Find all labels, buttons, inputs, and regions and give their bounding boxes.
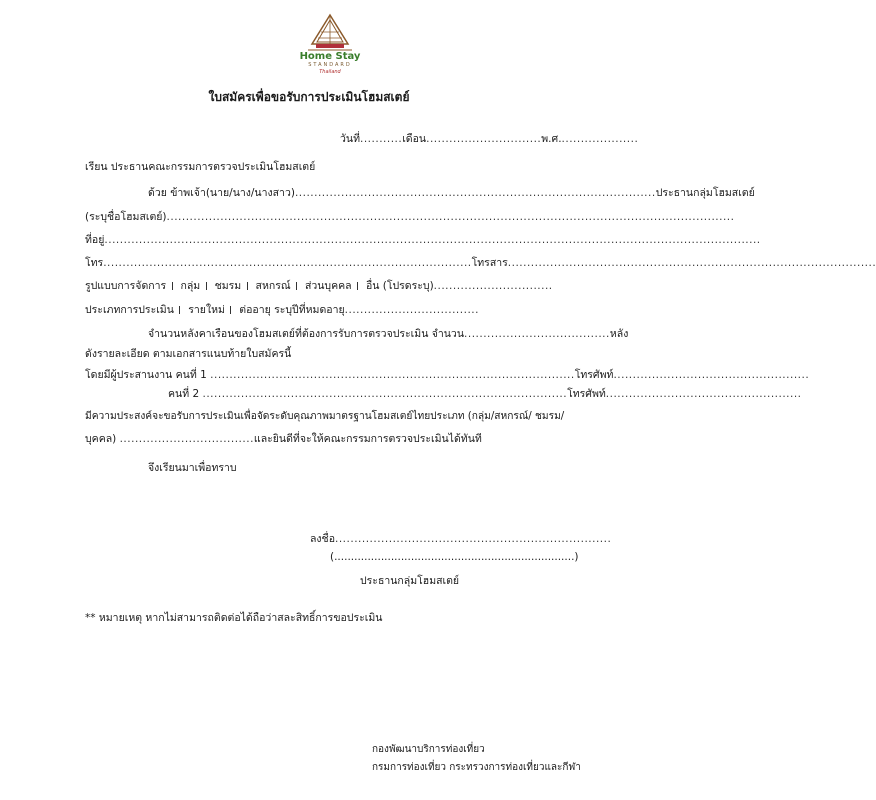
- closing-text: จึงเรียนมาเพื่อทราบ: [148, 462, 237, 474]
- expire-label: ระบุปีที่หมดอายุ: [274, 304, 345, 316]
- expire-field[interactable]: ...................................: [344, 304, 479, 316]
- fax-field[interactable]: ................................................................................................: [507, 257, 876, 269]
- month-label: เดือน: [402, 133, 427, 145]
- houses-cont: ดังรายละเอียด ตามเอกสารแนบท้ายใบสมัครนี้: [85, 348, 292, 360]
- coordinator-2-name-field[interactable]: ...............................................................................................: [202, 388, 568, 400]
- management-label: รูปแบบการจัดการ: [85, 280, 167, 292]
- address-label: ที่อยู่: [85, 234, 105, 246]
- phone-field[interactable]: ................................................................................................: [103, 257, 472, 269]
- date-line: [340, 130, 638, 147]
- management-line: [85, 277, 553, 294]
- coordinator-1-phone-label: โทรศัพท์: [574, 369, 614, 381]
- signature-position: ประธานกลุ่มโฮมสเตย์: [360, 575, 460, 587]
- eval-type-label: ประเภทการประเมิน: [85, 304, 174, 316]
- option-individual: ส่วนบุคคล: [304, 280, 352, 292]
- month-field[interactable]: ..............................: [426, 133, 542, 145]
- option-new: รายใหม่: [188, 304, 225, 316]
- address-field[interactable]: ...........................................................................................................................................................................: [104, 234, 761, 246]
- coordinator-2-phone-label: โทรศัพท์: [567, 388, 606, 400]
- homestay-name-line: [85, 208, 735, 225]
- coordinator-2-label: คนที่ 2: [168, 388, 200, 400]
- signature-name-field[interactable]: (........................................................................): [330, 551, 579, 563]
- checkbox-cooperative[interactable]: [247, 282, 255, 290]
- checkbox-new[interactable]: [179, 306, 187, 314]
- homestay-logo: [298, 14, 362, 76]
- houses-unit: หลัง: [609, 328, 629, 340]
- footer-line-2: กรมการท่องเที่ยว กระทรวงการท่องเที่ยวและกีฬา: [372, 762, 581, 773]
- year-label: พ.ศ.: [541, 133, 562, 145]
- purpose-end: และยินดีที่จะให้คณะกรรมการตรวจประเมินได้ทันที: [253, 433, 482, 445]
- salutation: เรียน ประธานคณะกรรมการตรวจประเมินโฮมสเตย์: [85, 161, 316, 173]
- applicant-line: [148, 184, 755, 201]
- sign-line: [310, 530, 611, 547]
- contact-line: [85, 254, 876, 271]
- note-text: ** หมายเหตุ หากไม่สามารถติดต่อได้ถือว่าสละสิทธิ์การขอประเมิน: [85, 612, 383, 624]
- phone-label: โทร: [85, 257, 104, 269]
- other-field[interactable]: ...............................: [433, 280, 553, 292]
- checkbox-other[interactable]: [357, 282, 365, 290]
- option-other: อื่น (โปรดระบุ): [365, 280, 434, 292]
- applicant-name-field[interactable]: ..............................................................................................: [294, 187, 656, 199]
- homestay-name-label: (ระบุชื่อโฮมสเตย์): [85, 211, 167, 223]
- coordinator-label: โดยมีผู้ประสานงาน: [85, 369, 173, 381]
- applicant-position: ประธานกลุ่มโฮมสเตย์: [655, 187, 755, 199]
- checkbox-group[interactable]: [172, 282, 180, 290]
- checkbox-club[interactable]: [206, 282, 214, 290]
- eval-type-line: [85, 301, 479, 318]
- logo-sub: STANDARD: [308, 62, 352, 68]
- coordinator-1-name-field[interactable]: ...............................................................................................: [210, 369, 575, 381]
- coordinator-2-line: [168, 385, 802, 402]
- thai-roof-emblem-icon: [306, 14, 354, 52]
- signature-field[interactable]: ........................................................................: [335, 533, 612, 545]
- applicant-intro: ด้วย ข้าพเจ้า(นาย/นาง/นางสาว): [148, 187, 295, 199]
- coordinator-1-line: [85, 366, 809, 383]
- coordinator-1-phone-field[interactable]: ...................................................: [613, 369, 810, 381]
- day-label: วันที่: [340, 133, 360, 145]
- houses-line: [148, 325, 628, 342]
- form-title: ใบสมัครเพื่อขอรับการประเมินโฮมสเตย์: [208, 90, 410, 104]
- checkbox-individual[interactable]: [296, 282, 304, 290]
- address-line: [85, 231, 761, 248]
- logo-brand: Home Stay: [299, 51, 361, 62]
- homestay-name-field[interactable]: ....................................................................................................................................................: [166, 211, 735, 223]
- coordinator-2-phone-field[interactable]: ...................................................: [605, 388, 802, 400]
- purpose-line-2: [85, 430, 482, 447]
- purpose-type-field[interactable]: ...................................: [119, 433, 254, 445]
- purpose-start: บุคคล): [85, 433, 117, 445]
- checkbox-renew[interactable]: [230, 306, 238, 314]
- day-field[interactable]: ...........: [360, 133, 403, 145]
- coordinator-1-label: คนที่ 1: [175, 369, 207, 381]
- fax-label: โทรสาร: [471, 257, 508, 269]
- purpose-line-1: มีความประสงค์จะขอรับการประเมินเพื่อจัดระดับคุณภาพมาตรฐานโฮมสเตย์ไทยประเภท (กลุ่ม/สหกรณ์/ ชมรม/: [85, 411, 565, 422]
- houses-count-field[interactable]: ......................................: [464, 328, 610, 340]
- option-renew: ต่ออายุ: [239, 304, 271, 316]
- logo-country: Thailand: [319, 69, 341, 75]
- option-club: ชมรม: [214, 280, 242, 292]
- footer-line-1: กองพัฒนาบริการท่องเที่ยว: [372, 744, 485, 755]
- option-cooperative: สหกรณ์: [255, 280, 291, 292]
- houses-text: จำนวนหลังคาเรือนของโฮมสเตย์ที่ต้องการรับการตรวจประเมิน จำนวน: [148, 328, 465, 340]
- sign-label: ลงชื่อ: [310, 533, 335, 545]
- option-group: กลุ่ม: [180, 280, 201, 292]
- year-field[interactable]: ....................: [561, 133, 639, 145]
